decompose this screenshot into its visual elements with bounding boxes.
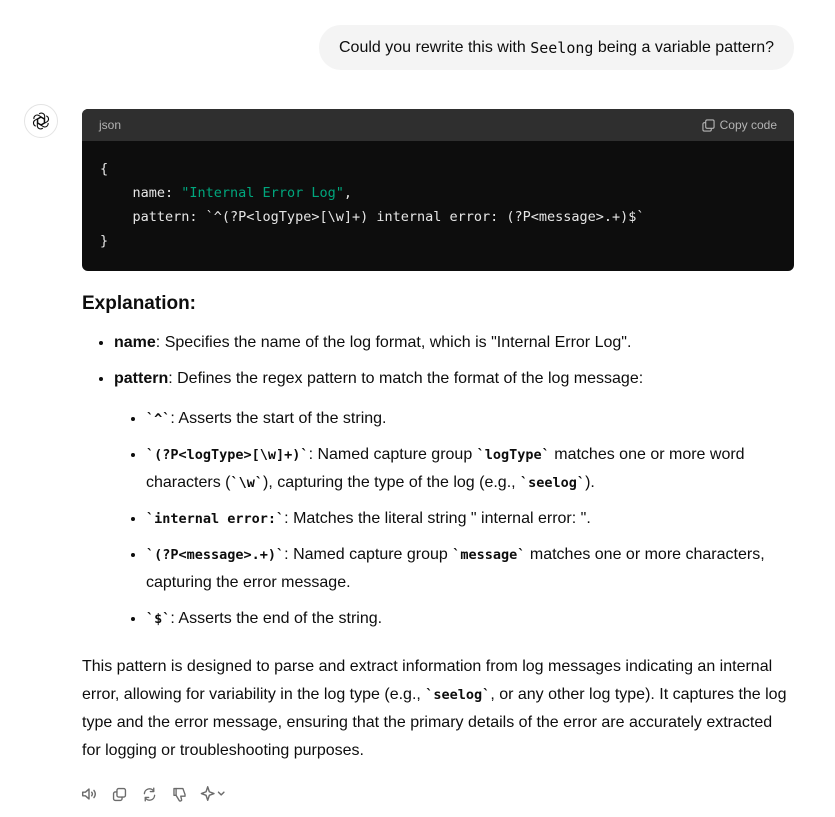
inline-code: `$` (146, 611, 171, 627)
regenerate-icon (141, 786, 158, 803)
list-item-text: ). (585, 474, 595, 491)
thumbs-down-button[interactable] (170, 785, 188, 803)
list-item (114, 365, 794, 633)
copy-code-label: Copy code (719, 118, 777, 132)
user-message-bubble (319, 25, 794, 70)
code-block (82, 109, 794, 271)
copy-code-button[interactable] (702, 118, 777, 132)
inline-code: `(?P<message>.+)` (146, 547, 285, 563)
regenerate-button[interactable] (140, 785, 158, 803)
speaker-icon (80, 785, 98, 803)
copy-response-button[interactable] (110, 785, 128, 803)
user-message-text-2: being a variable pattern? (597, 38, 774, 56)
sparkle-model-icon (200, 785, 228, 803)
code-name-comma: , (343, 185, 352, 201)
explanation-heading: Explanation: (82, 293, 197, 314)
list-item-text: : Asserts the start of the string. (170, 410, 387, 427)
openai-logo-icon (31, 111, 51, 131)
code-pattern-line: pattern: `^(?P<logType>[\w]+) internal error: (?P<message>.+)$` (100, 209, 645, 225)
code-language-label: json (99, 118, 122, 132)
copy-icon (111, 786, 128, 803)
term-pattern-text: : Defines the regex pattern to match the format of the log message: (168, 370, 644, 387)
inline-code: `(?P<logType>[\w]+)` (146, 447, 309, 463)
inline-code: `logType` (476, 447, 550, 463)
user-message-code: Seelong (530, 38, 594, 57)
pattern-sub-list (114, 405, 794, 633)
copy-icon (702, 119, 715, 132)
summary-paragraph (82, 653, 794, 765)
list-item-text: matches one or more word characters ( (146, 446, 745, 491)
term-name: name (114, 334, 156, 351)
inline-code: `seelog` (520, 475, 586, 491)
code-name-key: name: (100, 185, 182, 201)
inline-code: `message` (452, 547, 526, 563)
list-item-text: : Named capture group (308, 446, 477, 463)
list-item-text: matches one or more characters, capturing the error message. (146, 546, 765, 591)
list-item-text: : Named capture group (284, 546, 453, 563)
term-name-text: : Specifies the name of the log format, which is "Internal Error Log". (155, 334, 632, 351)
code-line-close: } (100, 233, 109, 249)
chevron-down-icon (219, 792, 224, 795)
code-block-header (82, 109, 794, 141)
inline-code: `seelog` (425, 687, 491, 703)
code-name-value: "Internal Error Log" (181, 185, 344, 201)
inline-code: `internal error:` (146, 511, 285, 527)
thumbs-down-icon (171, 786, 188, 803)
list-item (146, 405, 794, 433)
code-line-open: { (100, 161, 109, 177)
change-model-button[interactable] (200, 785, 228, 803)
list-item (146, 441, 794, 497)
list-item-text: : Asserts the end of the string. (170, 610, 383, 627)
inline-code: `^` (146, 411, 171, 427)
explanation-list (82, 329, 794, 633)
list-item-text: ), capturing the type of the log (e.g., (262, 474, 521, 491)
summary-text: This pattern is designed to parse and extract information from log messages indicating an internal error, allowing for variability in the log type (e.g., (82, 658, 773, 703)
list-item (146, 505, 794, 533)
list-item (114, 329, 794, 357)
list-item (146, 605, 794, 633)
list-item (146, 541, 794, 597)
summary-text: , or any other log type). It captures the log type and the error message, ensuring that the primary details of the error are accurately extracted for logging or troubleshooting purposes. (82, 686, 787, 759)
assistant-response (82, 109, 794, 803)
message-actions (80, 785, 794, 803)
read-aloud-button[interactable] (80, 785, 98, 803)
term-pattern: pattern (114, 370, 169, 387)
assistant-avatar (24, 104, 58, 138)
list-item-text: : Matches the literal string " internal error: ". (284, 510, 591, 527)
user-message-text-1: Could you rewrite this with (339, 38, 526, 56)
inline-code: `\w` (230, 475, 263, 491)
code-body (82, 141, 794, 271)
